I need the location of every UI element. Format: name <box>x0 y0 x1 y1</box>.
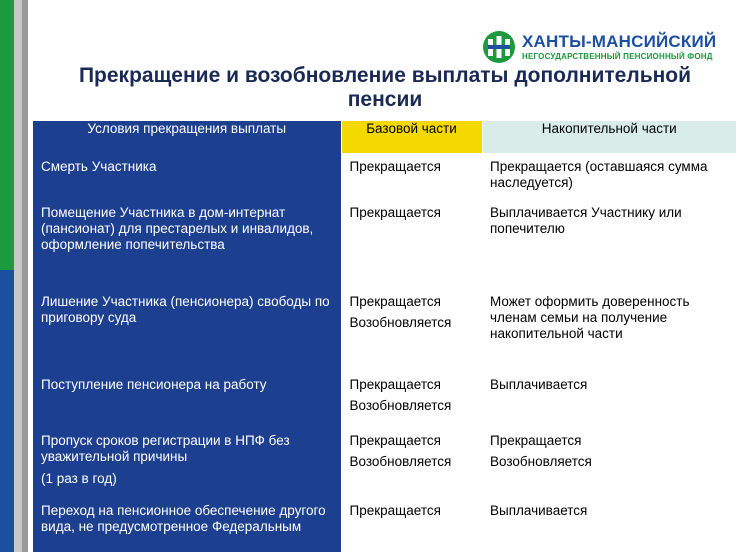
accumulative-status: Возобновляется <box>490 454 592 469</box>
table-row <box>33 497 736 552</box>
header-accumulative: Накопительной части <box>482 121 736 153</box>
base-cell <box>341 288 482 371</box>
left-green-stripe <box>0 0 14 270</box>
accumulative-status: Может оформить доверенность членам семьи на получение накопительной части <box>490 294 690 341</box>
condition-cell: Поступление пенсионера на работу <box>33 371 341 427</box>
base-cell <box>341 199 482 288</box>
left-blue-stripe <box>0 270 14 552</box>
pension-conditions-table <box>33 121 736 552</box>
base-status: Прекращается <box>349 294 441 309</box>
fund-logo <box>482 30 716 64</box>
base-status: Возобновляется <box>349 398 452 413</box>
accumulative-cell <box>482 153 736 199</box>
accumulative-cell <box>482 427 736 497</box>
condition-note: (1 раз в год) <box>41 471 117 486</box>
accumulative-cell <box>482 371 736 427</box>
accumulative-status: Выплачивается <box>490 377 588 392</box>
logo-subtitle: НЕГОСУДАРСТВЕННЫЙ ПЕНСИОННЫЙ ФОНД <box>522 51 713 61</box>
condition-cell: Смерть Участника <box>33 153 341 199</box>
table-row <box>33 288 736 371</box>
base-cell <box>341 371 482 427</box>
table-row <box>33 153 736 199</box>
table-header-row <box>33 121 736 153</box>
base-status: Возобновляется <box>349 315 452 330</box>
base-status: Возобновляется <box>349 454 452 469</box>
table-row <box>33 371 736 427</box>
base-status: Прекращается <box>349 205 441 220</box>
accumulative-status: Выплачивается Участнику или попечителю <box>490 205 682 236</box>
base-cell <box>341 153 482 199</box>
base-status: Прекращается <box>349 433 441 448</box>
base-status: Прекращается <box>349 159 441 174</box>
base-status: Прекращается <box>349 377 441 392</box>
logo-name: ХАНТЫ-МАНСИЙСКИЙ <box>522 31 717 51</box>
table-row <box>33 199 736 288</box>
base-cell <box>341 427 482 497</box>
condition-cell: Переход на пенсионное обеспечение другого вида, не предусмотренное Федеральным <box>33 497 341 552</box>
base-status: Прекращается <box>349 503 441 518</box>
left-gray-inner-stripe <box>22 0 28 552</box>
header-condition: Условия прекращения выплаты <box>33 121 341 153</box>
condition-cell: Помещение Участника в дом-интернат (пансионат) для престарелых и инвалидов, оформление попечительства <box>33 199 341 288</box>
accumulative-status: Выплачивается <box>490 503 588 518</box>
table-row <box>33 427 736 497</box>
accumulative-cell <box>482 497 736 552</box>
accumulative-status: Прекращается (оставшаяся сумма наследуется) <box>490 159 708 190</box>
condition-cell: Лишение Участника (пенсионера) свободы по приговору суда <box>33 288 341 371</box>
header-base: Базовой части <box>341 121 482 153</box>
hmnpf-logo-icon <box>482 30 516 64</box>
accumulative-cell <box>482 288 736 371</box>
base-cell <box>341 497 482 552</box>
accumulative-status: Прекращается <box>490 433 582 448</box>
condition-cell <box>33 427 341 497</box>
condition-text: Пропуск сроков регистрации в НПФ без уважительной причины <box>41 433 290 464</box>
page-title: Прекращение и возобновление выплаты дополнительной пенсии <box>78 64 692 111</box>
accumulative-cell <box>482 199 736 288</box>
